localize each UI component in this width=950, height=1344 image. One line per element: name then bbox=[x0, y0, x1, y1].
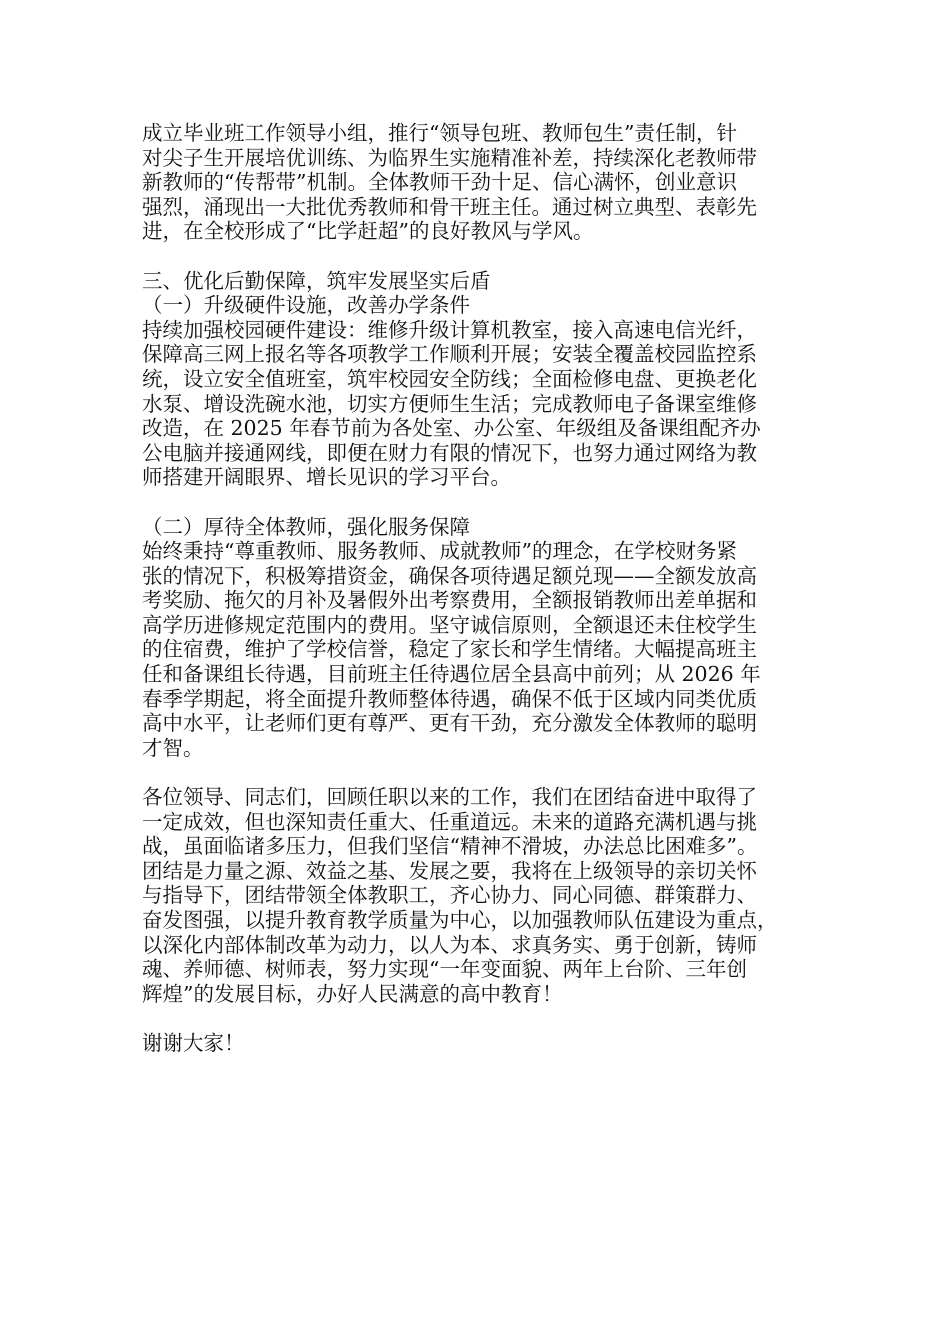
section-heading-logistics: 三、优化后勤保障，筑牢发展坚实后盾 bbox=[142, 268, 491, 293]
text-line: 才智。 bbox=[142, 735, 204, 760]
text-line: 考奖励、拖欠的月补及暑假外出考察费用，全额报销教师出差单据和 bbox=[142, 588, 757, 613]
subsection-heading-teachers: （二）厚待全体教师，强化服务保障 bbox=[142, 514, 470, 539]
text-line: 奋发图强，以提升教育教学质量为中心，以加强教师队伍建设为重点， bbox=[142, 908, 778, 932]
text-line: 持续加强校园硬件建设：维修升级计算机教室，接入高速电信光纤， bbox=[142, 317, 757, 342]
text-line: 改造，在 2025 年春节前为各处室、办公室、年级组及备课组配齐办 bbox=[142, 416, 761, 441]
text-line: 团结是力量之源、效益之基、发展之要，我将在上级领导的亲切关怀 bbox=[142, 858, 757, 883]
text-line: 春季学期起，将全面提升教师整体待遇，确保不低于区域内同类优质 bbox=[142, 686, 757, 711]
text-line: 以深化内部体制改革为动力，以人为本、求真务实、勇于创新，铸师 bbox=[142, 932, 757, 957]
text-line: 进，在全校形成了“比学赶超”的良好教风与学风。 bbox=[142, 219, 594, 244]
paragraph-spacer bbox=[142, 1006, 842, 1031]
text-line: 魂、养师德、树师表，努力实现“一年变面貌、两年上台阶、三年创 bbox=[142, 957, 747, 982]
text-line: 水泵、增设洗碗水池，切实方便师生生活；完成教师电子备课室维修 bbox=[142, 391, 757, 416]
subsection-heading-hardware: （一）升级硬件设施，改善办学条件 bbox=[142, 293, 470, 318]
text-line: 辉煌”的发展目标，办好人民满意的高中教育！ bbox=[142, 981, 563, 1006]
closing-thanks: 谢谢大家！ bbox=[142, 1030, 245, 1055]
text-line: 各位领导、同志们，回顾任职以来的工作，我们在团结奋进中取得了 bbox=[142, 785, 757, 810]
text-line: 统，设立安全值班室，筑牢校园安全防线；全面检修电盘、更换老化 bbox=[142, 366, 757, 391]
paragraph-conclusion bbox=[142, 785, 842, 1006]
text-line: 张的情况下，积极筹措资金，确保各项待遇足额兑现——全额发放高 bbox=[142, 563, 757, 588]
text-line: 高学历进修规定范围内的费用。坚守诚信原则，全额退还未住校学生 bbox=[142, 612, 757, 637]
text-line: 对尖子生开展培优训练、为临界生实施精准补差，持续深化老教师带 bbox=[142, 145, 757, 170]
text-line: 新教师的“传帮带”机制。全体教师干劲十足、信心满怀，创业意识 bbox=[142, 170, 737, 195]
paragraph-teacher-benefits bbox=[142, 539, 842, 760]
text-line: 成立毕业班工作领导小组，推行“领导包班、教师包生”责任制，针 bbox=[142, 121, 737, 145]
text-line: 高中水平，让老师们更有尊严、更有干劲，充分激发全体教师的聪明 bbox=[142, 711, 757, 736]
paragraph-spacer bbox=[142, 490, 842, 515]
text-line: 任和备课组长待遇，目前班主任待遇位居全县高中前列；从 2026 年 bbox=[142, 662, 761, 687]
text-line: 公电脑并接通网线，即便在财力有限的情况下，也努力通过网络为教 bbox=[142, 440, 757, 465]
text-line: 战，虽面临诸多压力，但我们坚信“精神不滑坡，办法总比困难多”。 bbox=[142, 834, 758, 859]
paragraph-spacer bbox=[142, 244, 842, 269]
text-line: 的住宿费，维护了学校信誉，稳定了家长和学生情绪。大幅提高班主 bbox=[142, 637, 757, 662]
paragraph-graduation-class bbox=[142, 121, 842, 244]
text-line: 师搭建开阔眼界、增长见识的学习平台。 bbox=[142, 465, 511, 490]
text-line: 保障高三网上报名等各项教学工作顺利开展；安装全覆盖校园监控系 bbox=[142, 342, 757, 367]
text-line: 强烈，涌现出一大批优秀教师和骨干班主任。通过树立典型、表彰先 bbox=[142, 194, 757, 219]
document-body bbox=[142, 121, 842, 1056]
text-line: 与指导下，团结带领全体教职工，齐心协力、同心同德、群策群力、 bbox=[142, 883, 757, 908]
paragraph-hardware bbox=[142, 318, 842, 490]
paragraph-spacer bbox=[142, 760, 842, 785]
text-line: 始终秉持“尊重教师、服务教师、成就教师”的理念，在学校财务紧 bbox=[142, 539, 737, 564]
text-line: 一定成效，但也深知责任重大、任重道远。未来的道路充满机遇与挑 bbox=[142, 809, 757, 834]
